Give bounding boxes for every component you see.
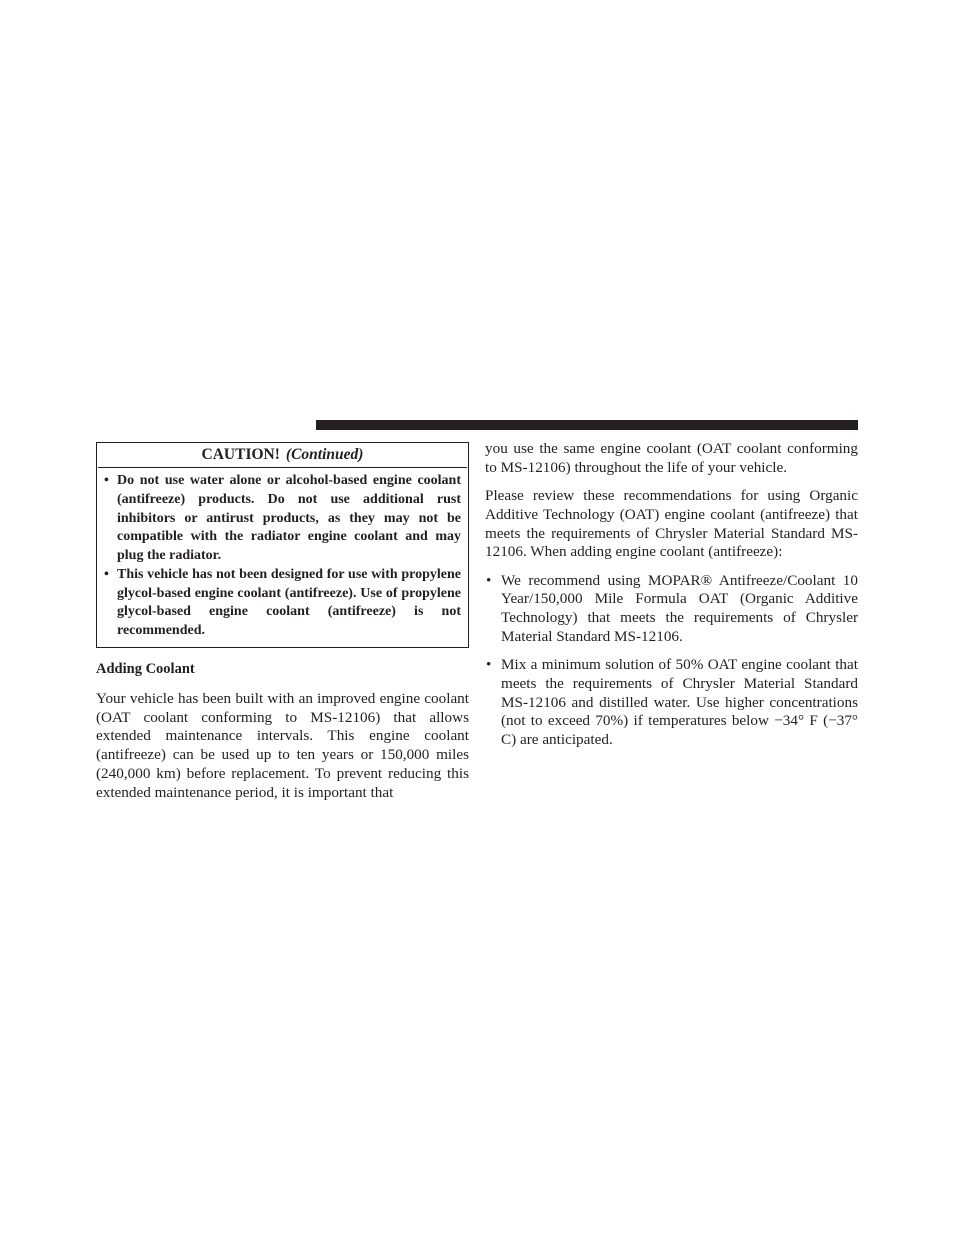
caution-label: CAUTION! [201,446,280,463]
right-column [485,440,858,759]
section-heading: Adding Coolant [96,660,195,677]
caution-item [103,472,461,566]
list-item-text: We recommend using MOPAR® Antifreeze/Coolant 10 Year/150,000 Mile Formula OAT (Organic Additive Technology) that meets the requirements of Chrysler Material Standard MS-12106. [501,571,858,645]
left-column [96,442,469,802]
body-paragraph: Please review these recommendations for using Organic Additive Technology (OAT) engine coolant (antifreeze) that meets the requirements of Chrysler Material Standard MS-12106. When adding engine coolant (antifreeze): [485,487,858,561]
header-rule [316,420,858,430]
recommendation-list [485,572,858,750]
caution-item-text: Do not use water alone or alcohol-based engine coolant (antifreeze) products. Do not use additional rust inhibitors or antirust products, as they may not be compatible with the radiator engine coolant and may plug the radiator. [117,473,461,563]
caution-item-text: This vehicle has not been designed for use with propylene glycol-based engine coolant (antifreeze). Use of propylene glycol-based engine coolant (antifreeze) is not recommended. [117,566,461,638]
bullet-icon: • [104,473,109,488]
caution-continued: (Continued) [285,446,364,463]
bullet-icon: • [486,571,492,589]
caution-box [96,442,469,648]
body-paragraph-continued: you use the same engine coolant (OAT coolant conforming to MS-12106) throughout the life of your vehicle. [485,440,858,476]
caution-title [98,443,467,468]
bullet-icon: • [486,656,492,673]
bullet-icon: • [104,566,109,582]
list-item [485,656,858,750]
body-paragraph: Your vehicle has been built with an improved engine coolant (OAT coolant conforming to MS-12106) that allows extended maintenance intervals. This engine coolant (antifreeze) can be used up to ten years or 150,000 miles (240,000 km) before replacement. To prevent reducing this extended maintenance period, it is important that [96,689,469,801]
list-item [485,572,858,647]
caution-item [103,566,461,641]
list-item-text: Mix a minimum solution of 50% OAT engine coolant that meets the requirements of Chrysler Material Standard MS-12106 and distilled water. Use higher concentrations (not to exceed 70%) if temperatures below −34° F (−37° C) are anticipated. [501,656,858,748]
caution-list [97,468,468,647]
